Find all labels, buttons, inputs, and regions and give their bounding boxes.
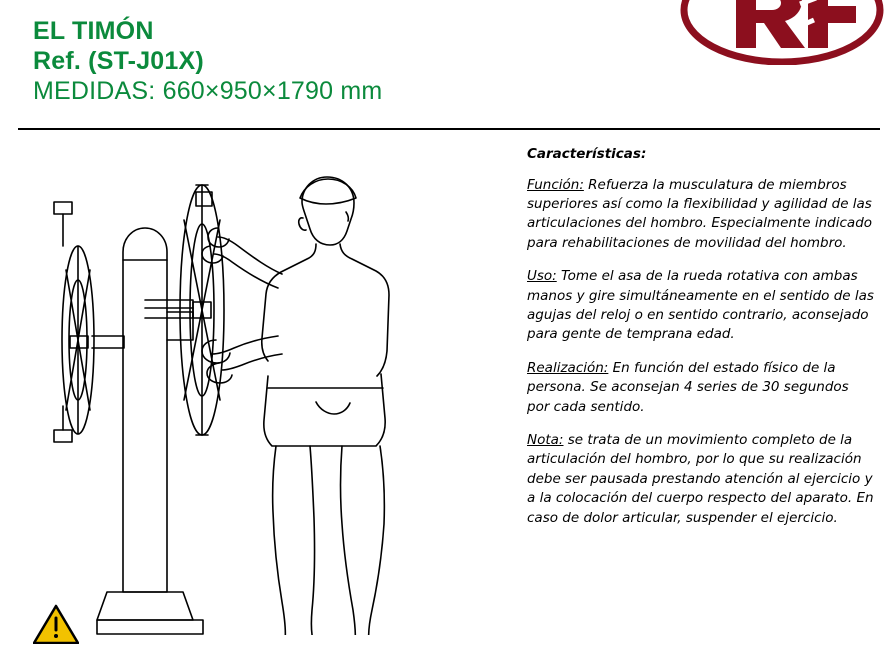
paragraph-uso bbox=[527, 267, 875, 345]
paragraph-funcion-text: Refuerza la musculatura de miembros superiores así como la flexibilidad y agilidad de las articulaciones del hombro. Especialmente indicado para rehabilitaciones de movilidad del hombro. bbox=[527, 176, 873, 251]
warning-triangle-icon bbox=[33, 604, 79, 644]
paragraph-uso-text: Tome el asa de la rueda rotativa con ambas manos y gire simultáneamente en el sentido de las agujas del reloj o en sentido contrario, aconsejado para gente de temprana edad. bbox=[527, 268, 874, 343]
paragraph-nota bbox=[527, 431, 875, 528]
title-block bbox=[33, 16, 382, 106]
page-title: EL TIMÓN bbox=[33, 17, 154, 45]
product-measures: MEDIDAS: 660×950×1790 mm bbox=[33, 77, 383, 105]
paragraph-realizacion-lead: Realización: bbox=[527, 359, 609, 376]
paragraph-nota-lead: Nota: bbox=[527, 431, 564, 448]
paragraph-nota-text: se trata de un movimiento completo de la articulación del hombro, por lo que su realización debe ser pausada prestando atención al ejercicio y a la colocación del cuerpo respecto del aparato. En caso de dolor articular, suspender el ejercicio. bbox=[527, 431, 874, 526]
paragraph-realizacion-text: En función del estado físico de la persona. Se aconsejan 4 series de 30 segundos por cada sentido. bbox=[527, 359, 849, 415]
rf-logo bbox=[680, 0, 885, 65]
paragraph-funcion-lead: Función: bbox=[527, 176, 584, 193]
paragraph-funcion bbox=[527, 176, 875, 254]
shoulder-wheel-exercise-machine-diagram bbox=[10, 140, 505, 635]
characteristics-panel bbox=[527, 146, 875, 542]
header-divider bbox=[18, 128, 880, 130]
paragraph-uso-lead: Uso: bbox=[527, 268, 557, 285]
page-header bbox=[0, 0, 895, 122]
characteristics-heading: Características: bbox=[527, 146, 647, 162]
product-reference: Ref. (ST-J01X) bbox=[33, 47, 204, 75]
paragraph-realizacion bbox=[527, 359, 875, 417]
